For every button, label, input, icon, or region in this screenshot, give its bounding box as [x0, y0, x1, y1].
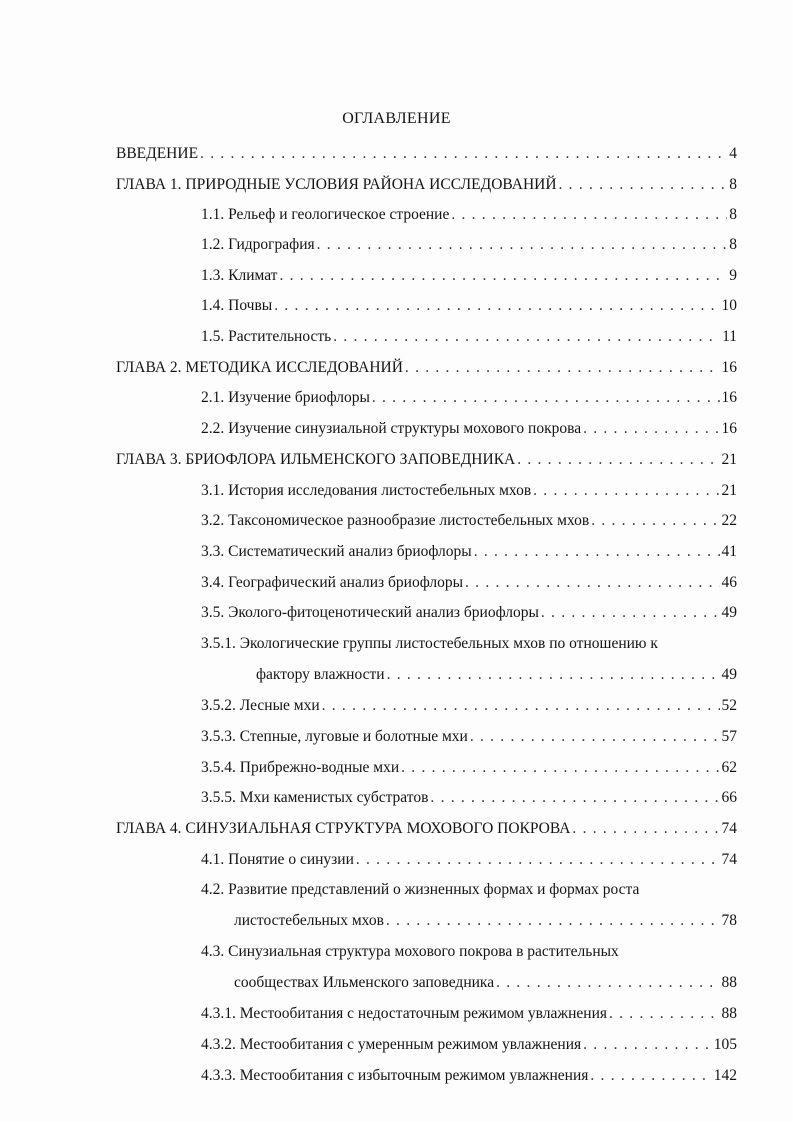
leader-dots [333, 327, 720, 347]
toc-entry[interactable] [116, 144, 737, 164]
leader-dots [465, 573, 719, 593]
toc-entry-label: 1.5. Растительность [201, 328, 332, 345]
toc-entry[interactable] [256, 665, 737, 685]
toc-entry-label: ГЛАВА 4. СИНУЗИАЛЬНАЯ СТРУКТУРА МОХОВОГО ПОКРОВА [116, 820, 571, 837]
toc-entry-label: листостебельных мхов [234, 912, 384, 929]
leader-dots [572, 819, 719, 839]
toc-entry[interactable] [201, 603, 737, 623]
toc-entry-page: 49 [721, 666, 737, 683]
toc-entry-page: 49 [721, 604, 737, 621]
toc-entry[interactable] [116, 450, 737, 470]
leader-dots [387, 665, 720, 685]
toc-entry-page: 62 [721, 759, 737, 776]
toc-entry-label: ГЛАВА 3. БРИОФЛОРА ИЛЬМЕНСКОГО ЗАПОВЕДНИКА [116, 451, 516, 468]
toc-entry-page: 8 [729, 206, 737, 223]
toc-entry-page: 11 [722, 328, 737, 345]
toc-entry[interactable] [201, 727, 737, 747]
leader-dots [405, 358, 720, 378]
toc-entry-page: 10 [721, 297, 737, 314]
toc-entry-label: 3.5.5. Мхи каменистых субстратов [201, 789, 429, 806]
toc-entry-label-line1[interactable]: 4.2. Развитие представлений о жизненных формах и формах роста [201, 881, 640, 898]
leader-dots [356, 850, 720, 870]
toc-entry[interactable] [234, 973, 737, 993]
toc-entry[interactable] [201, 511, 737, 531]
toc-entry-page: 22 [721, 512, 737, 529]
toc-entry[interactable] [201, 542, 737, 562]
toc-entry-label: 4.3.2. Местообитания с умеренным режимом увлажнения [201, 1036, 582, 1053]
toc-entry[interactable] [201, 696, 737, 716]
leader-dots [590, 1066, 711, 1086]
toc-entry[interactable] [201, 1035, 737, 1055]
toc-entry-page: 105 [713, 1036, 737, 1053]
page-title: ОГЛАВЛЕНИЕ [342, 110, 451, 127]
toc-entry-label: 3.4. Географический анализ бриофлоры [201, 574, 464, 591]
toc-entry-page: 142 [713, 1067, 737, 1084]
toc-entry-label: фактору влажности [256, 666, 385, 683]
leader-dots [279, 266, 727, 286]
leader-dots [430, 788, 719, 808]
leader-dots [496, 973, 719, 993]
leader-dots [517, 450, 719, 470]
toc-entry[interactable] [201, 758, 737, 778]
leader-dots [451, 205, 727, 225]
toc-entry-page: 78 [721, 912, 737, 929]
toc-entry-page: 52 [721, 697, 737, 714]
toc-entry-label: 3.5. Эколого-фитоценотический анализ бриофлоры [201, 604, 539, 621]
toc-entry[interactable] [201, 296, 737, 316]
toc-entry-label: 2.2. Изучение синузиальной структуры мохового покрова [201, 420, 582, 437]
toc-entry-page: 57 [721, 728, 737, 745]
toc-entry[interactable] [201, 481, 737, 501]
toc-entry-page: 74 [721, 851, 737, 868]
toc-entry-page: 66 [721, 789, 737, 806]
toc-entry-label-line1[interactable]: 3.5.1. Экологические группы листостебельных мхов по отношению к [201, 635, 658, 652]
toc-entry[interactable] [201, 205, 737, 225]
leader-dots [470, 727, 720, 747]
leader-dots [322, 696, 720, 716]
toc-entry-page: 16 [721, 359, 737, 376]
leader-dots [541, 603, 720, 623]
leader-dots [386, 911, 720, 931]
toc-entry[interactable] [201, 388, 737, 408]
toc-entry[interactable] [201, 327, 737, 347]
leader-dots [591, 511, 719, 531]
toc-entry-page: 46 [721, 574, 737, 591]
toc-entry-page: 88 [721, 974, 737, 991]
toc-entry-page: 21 [721, 451, 737, 468]
toc-entry[interactable] [201, 1004, 737, 1024]
toc-entry-page: 21 [721, 482, 737, 499]
leader-dots [559, 175, 728, 195]
toc-entry-label: ВВЕДЕНИЕ [116, 145, 199, 162]
toc-entry[interactable] [116, 175, 737, 195]
leader-dots [317, 235, 728, 255]
toc-entry[interactable] [201, 235, 737, 255]
toc-entry[interactable] [201, 419, 737, 439]
leader-dots [274, 296, 719, 316]
toc-entry-label: 1.1. Рельеф и геологическое строение [201, 206, 450, 223]
toc-entry-label: 4.1. Понятие о синузии [201, 851, 354, 868]
leader-dots [401, 758, 719, 778]
toc-entry[interactable] [201, 266, 737, 286]
toc-entry-label: 4.3.3. Местообитания с избыточным режимом увлажнения [201, 1067, 589, 1084]
toc-entry-label: 1.2. Гидрография [201, 236, 315, 253]
toc-entry-label: 2.1. Изучение бриофлоры [201, 389, 370, 406]
leader-dots [609, 1004, 720, 1024]
toc-entry[interactable] [201, 788, 737, 808]
toc-entry-label: сообществах Ильменского заповедника [234, 974, 495, 991]
toc-entry-page: 4 [729, 145, 737, 162]
toc-entry[interactable] [201, 850, 737, 870]
toc-entry-label: ГЛАВА 2. МЕТОДИКА ИССЛЕДОВАНИЙ [116, 359, 403, 376]
toc-entry-page: 74 [721, 820, 737, 837]
toc-entry[interactable] [201, 573, 737, 593]
toc-entry-page: 41 [721, 543, 737, 560]
toc-entry-label-line1[interactable]: 4.3. Синузиальная структура мохового покрова в растительных [201, 943, 619, 960]
leader-dots [533, 481, 719, 501]
toc-entry[interactable] [234, 911, 737, 931]
toc-entry-label: 1.3. Климат [201, 267, 278, 284]
leader-dots [474, 542, 720, 562]
toc-entry-label: 3.5.4. Прибрежно-водные мхи [201, 759, 400, 776]
toc-entry[interactable] [201, 1066, 737, 1086]
toc-entry-label: ГЛАВА 1. ПРИРОДНЫЕ УСЛОВИЯ РАЙОНА ИССЛЕДОВАНИЙ [116, 176, 557, 193]
toc-entry[interactable] [116, 358, 737, 378]
leader-dots [372, 388, 720, 408]
toc-entry-label: 4.3.1. Местообитания с недостаточным режимом увлажнения [201, 1005, 607, 1022]
toc-entry-page: 88 [721, 1005, 737, 1022]
leader-dots [583, 1035, 712, 1055]
toc-entry-page: 8 [729, 236, 737, 253]
leader-dots [583, 419, 719, 439]
leader-dots [200, 144, 727, 164]
toc-entry[interactable] [116, 819, 737, 839]
toc-entry-label: 3.3. Систематический анализ бриофлоры [201, 543, 472, 560]
toc-entry-page: 8 [729, 176, 737, 193]
toc-entry-label: 3.5.3. Степные, луговые и болотные мхи [201, 728, 468, 745]
toc-entry-label: 3.5.2. Лесные мхи [201, 697, 320, 714]
toc-entry-page: 9 [729, 267, 737, 284]
toc-entry-page: 16 [721, 420, 737, 437]
toc-entry-label: 3.1. История исследования листостебельных мхов [201, 482, 532, 499]
toc-entry-label: 3.2. Таксономическое разнообразие листостебельных мхов [201, 512, 590, 529]
toc-entry-label: 1.4. Почвы [201, 297, 273, 314]
toc-entry-page: 16 [721, 389, 737, 406]
